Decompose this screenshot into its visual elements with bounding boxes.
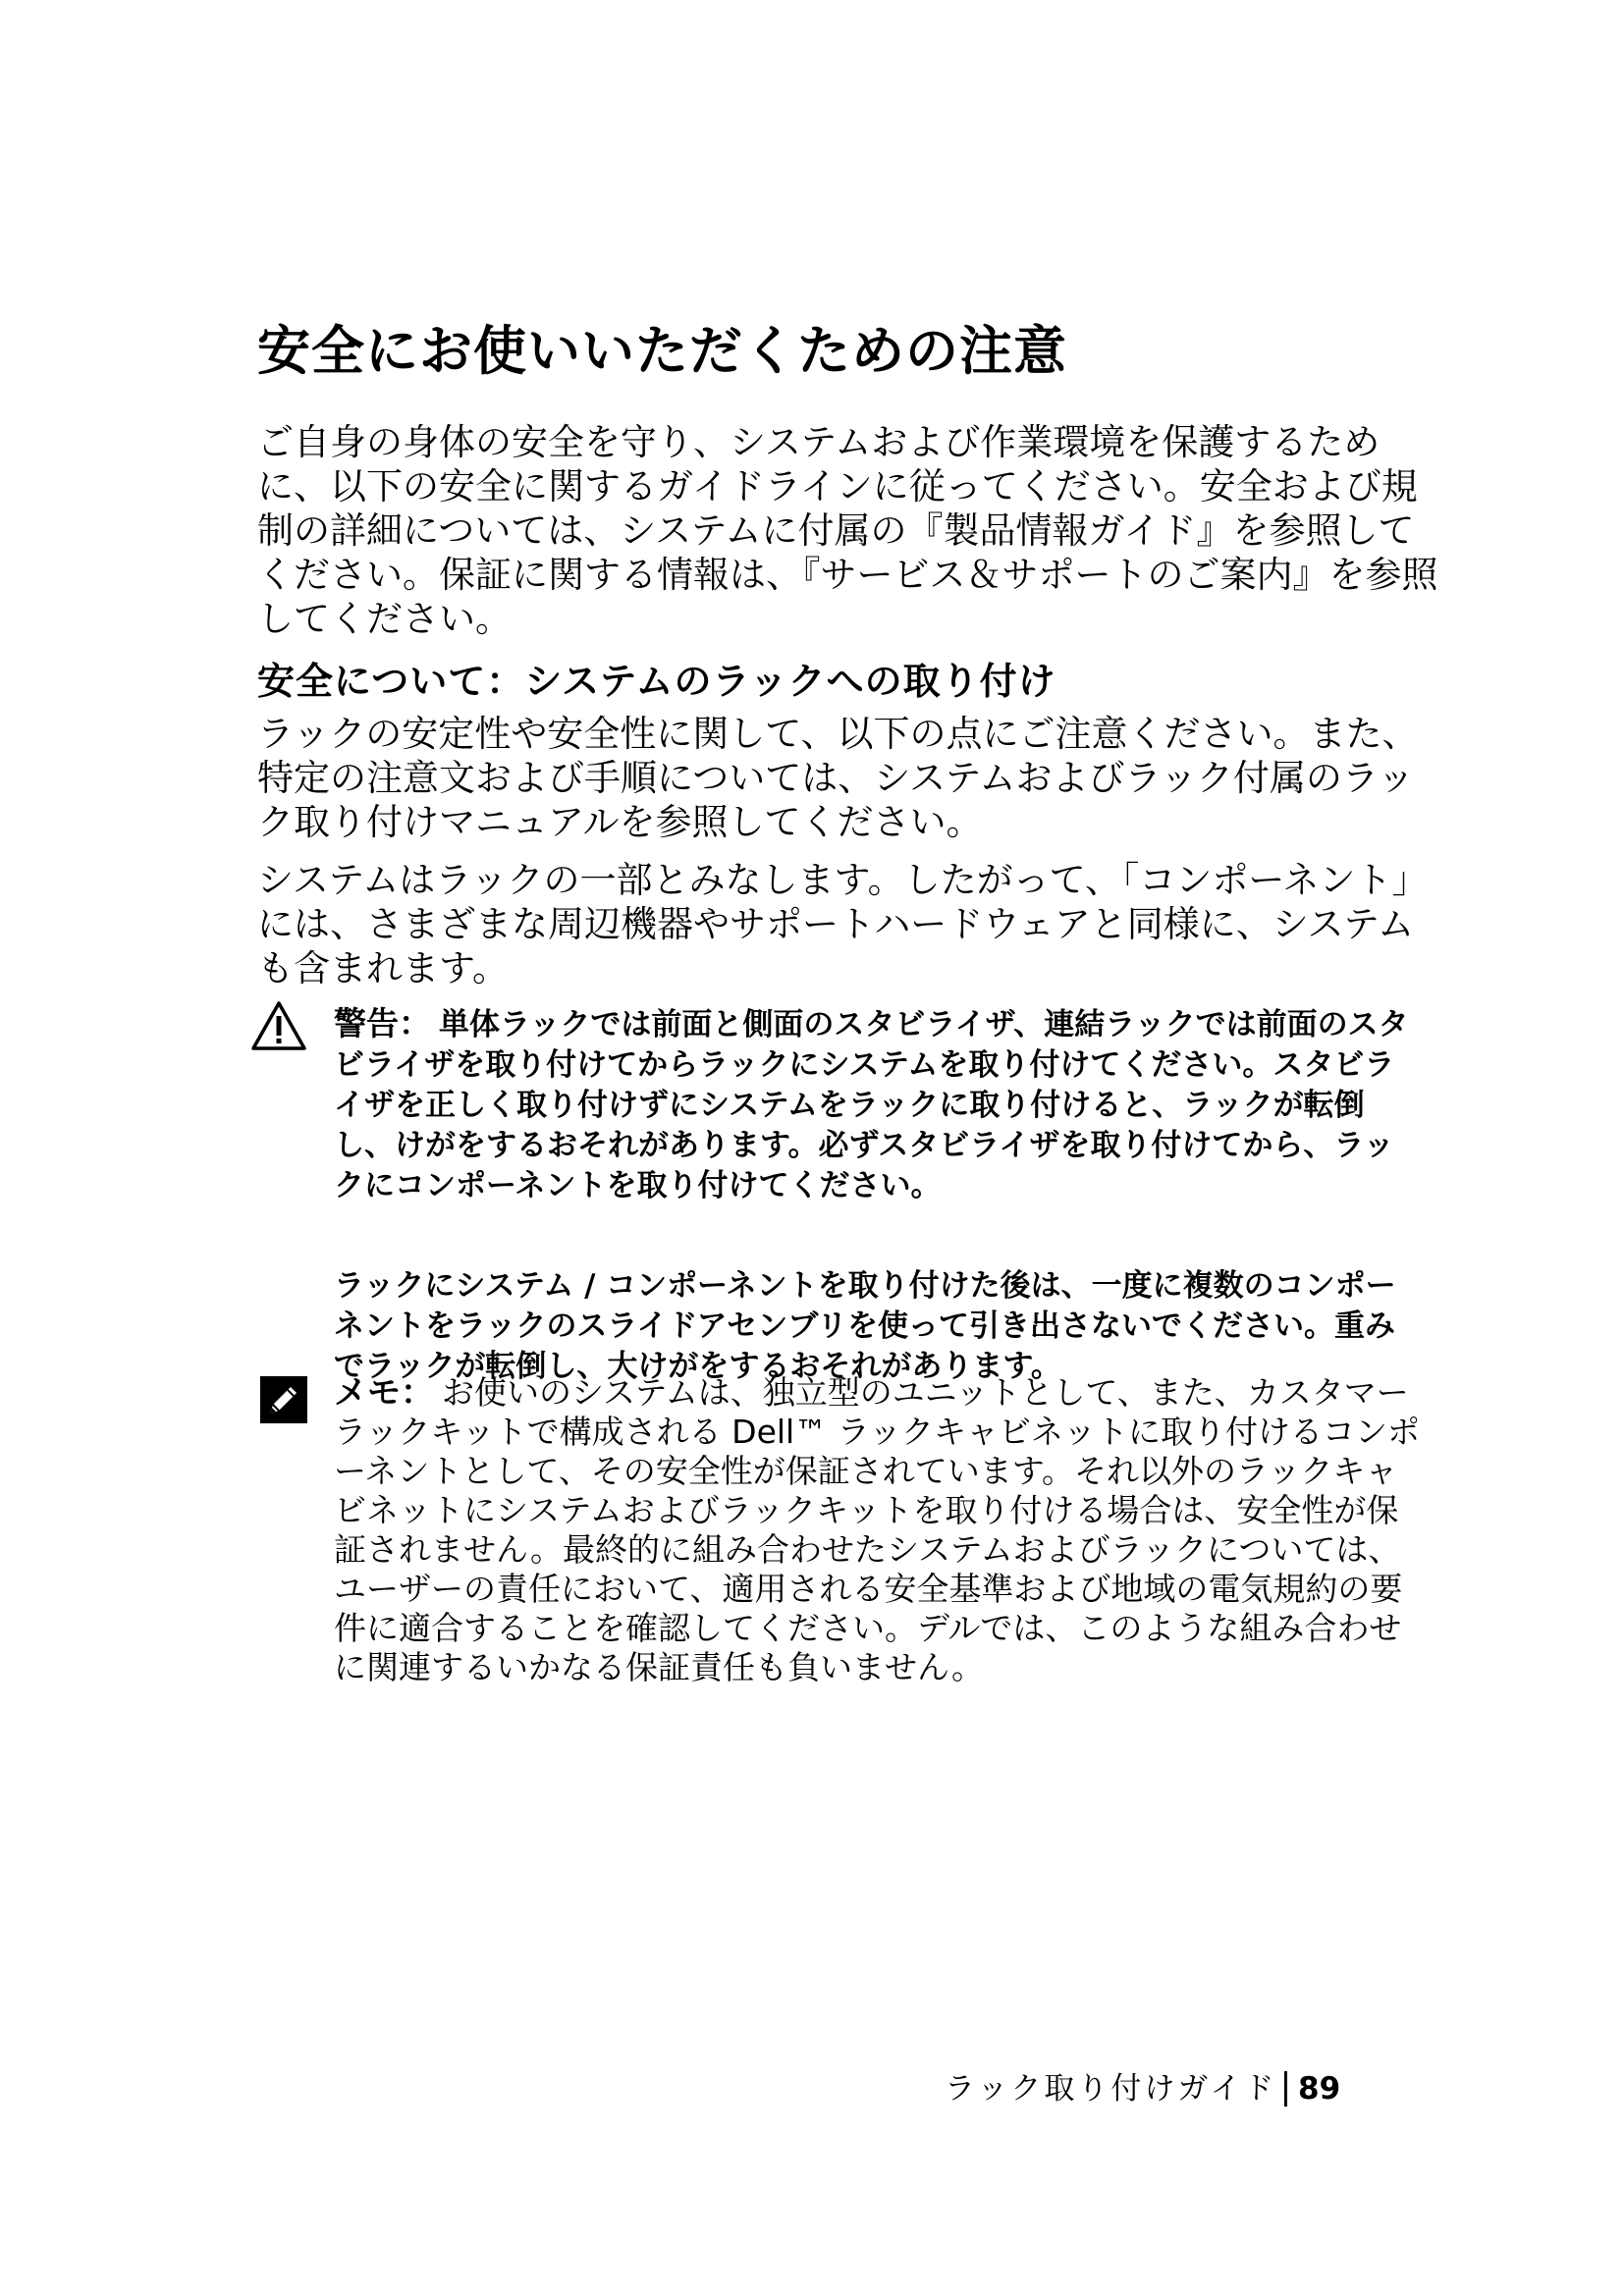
- warning-block: [334, 1003, 1424, 1387]
- page-number: 89: [1298, 2071, 1341, 2107]
- note-text: お使いのシステムは、独立型のユニットとして、また、カスタマーラックキットで構成される Dell™ ラックキャビネットに取り付けるコンポーネントとして、その安全性が保証されています。それ以外のラックキャビネットにシステムおよびラックキットを取り付ける場合は、安全性が保証されません。最終的に組み合わせたシステムおよびラックについては、ユーザーの責任において、適用される安全基準および地域の電気規約の要件に適合することを確認してください。デルでは、このような組み合わせに関連するいかなる保証責任も負いません。: [334, 1373, 1421, 1686]
- note-block: [334, 1373, 1429, 1687]
- warning-triangle-icon: [249, 999, 308, 1052]
- intro-paragraph: ご自身の身体の安全を守り、システムおよび作業環境を保護するために、以下の安全に関するガイドラインに従ってください。安全および規制の詳細については、システムに付属の『製品情報ガイド』を参照してください。保証に関する情報は、『サービス＆サポートのご案内』を参照してください。: [257, 421, 1438, 640]
- section-paragraph-2: システムはラックの一部とみなします。したがって、「コンポーネント」には、さまざまな周辺機器やサポートハードウェアと同様に、システムも含まれます。: [257, 859, 1429, 989]
- footer-doc-title: ラック取り付けガイド: [945, 2071, 1277, 2107]
- page-title: 安全にお使いいただくための注意: [257, 320, 1067, 382]
- note-label: メモ：: [334, 1373, 434, 1413]
- warning-paragraph-1: [334, 1003, 1424, 1206]
- footer-separator: [1284, 2071, 1287, 2107]
- pencil-note-icon: [260, 1376, 307, 1423]
- warning-label: 警告：: [334, 1004, 431, 1042]
- section-paragraph-1: ラックの安定性や安全性に関して、以下の点にご注意ください。また、特定の注意文および手順については、システムおよびラック付属のラック取り付けマニュアルを参照してください。: [257, 713, 1419, 843]
- warning-text-1: 単体ラックでは前面と側面のスタビライザ、連結ラックでは前面のスタビライザを取り付けてからラックにシステムを取り付けてください。スタビライザを正しく取り付けずにシステムをラックに取り付けると、ラックが転倒し、けがをするおそれがあります。必ずスタビライザを取り付けてから、ラックにコンポーネントを取り付けてください。: [334, 1007, 1409, 1203]
- warning-paragraph-2: ラックにシステム / コンポーネントを取り付けた後は、一度に複数のコンポーネントをラックのスライドアセンブリを使って引き出さないでください。重みでラックが転倒し、大けがをするおそれがあります。: [334, 1268, 1396, 1384]
- section-heading: 安全について：システムのラックへの取り付け: [257, 660, 1056, 703]
